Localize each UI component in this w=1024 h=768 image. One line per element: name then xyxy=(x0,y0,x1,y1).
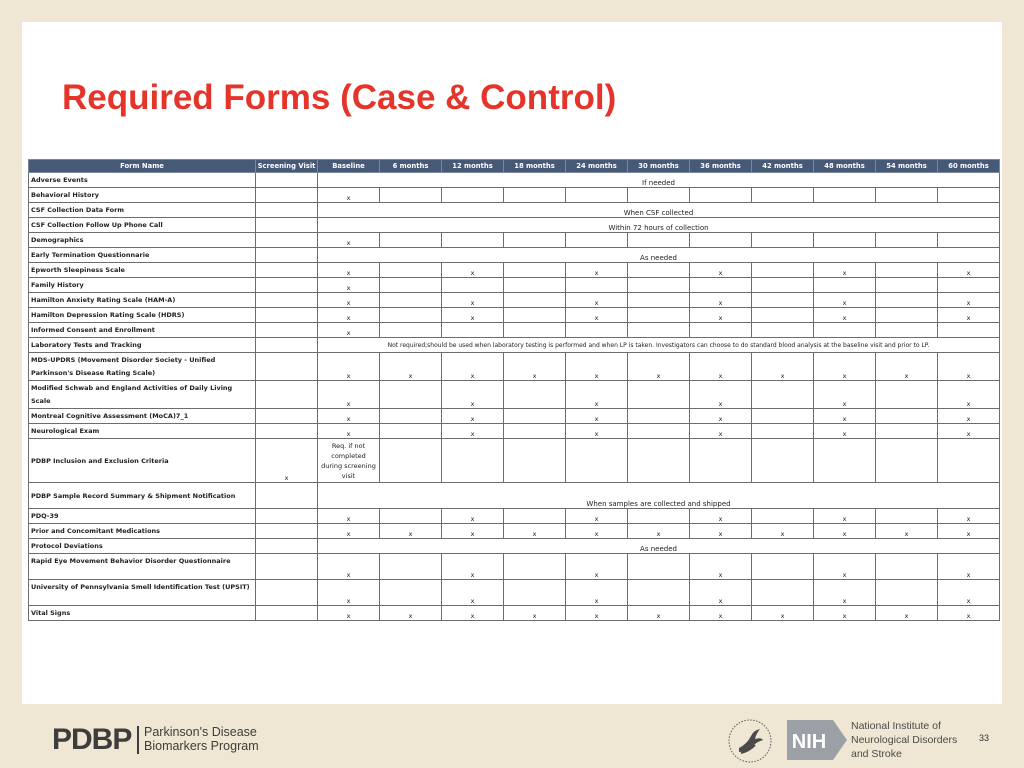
schedule-cell: x xyxy=(814,524,876,539)
schedule-cell xyxy=(256,424,318,439)
schedule-cell xyxy=(938,323,1000,338)
table-row xyxy=(29,539,1000,554)
table-row xyxy=(29,409,1000,424)
schedule-cell xyxy=(380,409,442,424)
schedule-cell xyxy=(876,554,938,580)
form-name-cell: PDBP Inclusion and Exclusion Criteria xyxy=(29,439,256,483)
form-name-cell: Adverse Events xyxy=(29,173,256,188)
schedule-cell xyxy=(628,509,690,524)
schedule-cell xyxy=(380,188,442,203)
schedule-cell: x xyxy=(504,606,566,621)
schedule-cell xyxy=(504,509,566,524)
form-name-cell: Vital Signs xyxy=(29,606,256,621)
schedule-note-cell: When samples are collected and shipped xyxy=(318,483,1000,509)
schedule-cell: x xyxy=(442,263,504,278)
schedule-cell: x xyxy=(752,353,814,381)
schedule-cell: x xyxy=(938,293,1000,308)
schedule-cell xyxy=(752,509,814,524)
schedule-cell: x xyxy=(442,381,504,409)
schedule-note-cell: Within 72 hours of collection xyxy=(318,218,1000,233)
form-name-cell: PDBP Sample Record Summary & Shipment Notification xyxy=(29,483,256,509)
form-name-cell: Neurological Exam xyxy=(29,424,256,439)
schedule-cell xyxy=(380,323,442,338)
schedule-cell xyxy=(628,439,690,483)
schedule-cell xyxy=(876,293,938,308)
schedule-cell: x xyxy=(442,424,504,439)
form-name-cell: Hamilton Anxiety Rating Scale (HAM-A) xyxy=(29,293,256,308)
page-number: 33 xyxy=(979,733,990,743)
schedule-cell: x xyxy=(938,524,1000,539)
schedule-cell: x xyxy=(938,308,1000,323)
schedule-cell: x xyxy=(938,509,1000,524)
schedule-cell xyxy=(752,424,814,439)
schedule-cell: x xyxy=(690,554,752,580)
form-name-cell: CSF Collection Follow Up Phone Call xyxy=(29,218,256,233)
schedule-cell xyxy=(566,278,628,293)
schedule-cell xyxy=(690,233,752,248)
schedule-cell xyxy=(752,308,814,323)
table-row xyxy=(29,353,1000,381)
screening-cell xyxy=(256,173,318,188)
schedule-cell: x xyxy=(690,263,752,278)
schedule-cell: x xyxy=(318,509,380,524)
pdbp-line-2: Biomarkers Program xyxy=(144,739,259,753)
schedule-cell: x xyxy=(690,509,752,524)
table-row xyxy=(29,293,1000,308)
schedule-cell xyxy=(752,409,814,424)
form-name-cell: MDS-UPDRS (Movement Disorder Society - Unified Parkinson's Disease Rating Scale) xyxy=(29,353,256,381)
schedule-cell xyxy=(752,381,814,409)
schedule-cell xyxy=(256,188,318,203)
schedule-cell xyxy=(504,323,566,338)
schedule-cell: x xyxy=(318,424,380,439)
schedule-cell: x xyxy=(752,606,814,621)
table-header-row xyxy=(29,160,1000,173)
nih-logo-text: NIH xyxy=(791,731,827,753)
screening-cell xyxy=(256,248,318,263)
schedule-cell xyxy=(752,278,814,293)
schedule-cell xyxy=(566,323,628,338)
column-header: 12 months xyxy=(442,160,504,173)
schedule-cell xyxy=(752,580,814,606)
schedule-cell xyxy=(380,509,442,524)
schedule-cell: x xyxy=(566,293,628,308)
table-row xyxy=(29,218,1000,233)
schedule-cell xyxy=(628,381,690,409)
schedule-cell: x xyxy=(442,509,504,524)
schedule-cell xyxy=(256,409,318,424)
column-header: Screening Visit xyxy=(256,160,318,173)
table-row xyxy=(29,509,1000,524)
schedule-cell: x xyxy=(318,580,380,606)
schedule-cell: x xyxy=(814,293,876,308)
schedule-cell: x xyxy=(938,580,1000,606)
table-row xyxy=(29,233,1000,248)
ninds-line-1: National Institute of xyxy=(851,720,941,732)
schedule-cell: x xyxy=(442,606,504,621)
schedule-cell: x xyxy=(504,524,566,539)
form-name-cell: CSF Collection Data Form xyxy=(29,203,256,218)
schedule-cell: x xyxy=(566,263,628,278)
schedule-cell: x xyxy=(690,524,752,539)
form-name-cell: Informed Consent and Enrollment xyxy=(29,323,256,338)
schedule-cell xyxy=(814,278,876,293)
schedule-cell: x xyxy=(938,263,1000,278)
schedule-cell xyxy=(504,439,566,483)
schedule-cell: x xyxy=(380,353,442,381)
form-name-cell: University of Pennsylvania Smell Identification Test (UPSIT) xyxy=(29,580,256,606)
schedule-cell: x xyxy=(318,188,380,203)
schedule-cell xyxy=(504,308,566,323)
form-name-cell: Epworth Sleepiness Scale xyxy=(29,263,256,278)
schedule-cell xyxy=(628,293,690,308)
schedule-cell: x xyxy=(814,554,876,580)
schedule-cell xyxy=(938,278,1000,293)
schedule-cell: x xyxy=(566,509,628,524)
column-header: 60 months xyxy=(938,160,1000,173)
schedule-cell xyxy=(876,580,938,606)
pdbp-line-1: Parkinson's Disease xyxy=(144,725,257,739)
ninds-name xyxy=(851,719,957,761)
schedule-cell xyxy=(876,308,938,323)
schedule-cell: x xyxy=(938,409,1000,424)
form-name-cell: Modified Schwab and England Activities of Daily Living Scale xyxy=(29,381,256,409)
schedule-cell xyxy=(628,323,690,338)
schedule-cell xyxy=(380,293,442,308)
schedule-cell: x xyxy=(628,524,690,539)
schedule-cell: x xyxy=(938,424,1000,439)
table-row xyxy=(29,263,1000,278)
table-row xyxy=(29,606,1000,621)
schedule-cell xyxy=(628,278,690,293)
schedule-cell xyxy=(690,278,752,293)
schedule-note-cell: As needed xyxy=(318,248,1000,263)
schedule-cell: x xyxy=(318,409,380,424)
schedule-cell xyxy=(690,323,752,338)
schedule-cell xyxy=(504,381,566,409)
schedule-cell xyxy=(256,353,318,381)
schedule-cell xyxy=(504,263,566,278)
schedule-cell: x xyxy=(318,554,380,580)
schedule-cell xyxy=(628,554,690,580)
schedule-cell: x xyxy=(566,524,628,539)
schedule-cell: x xyxy=(318,278,380,293)
schedule-cell xyxy=(628,409,690,424)
table-body xyxy=(29,173,1000,621)
schedule-cell xyxy=(752,439,814,483)
table-row xyxy=(29,424,1000,439)
schedule-cell xyxy=(380,424,442,439)
form-name-cell: Rapid Eye Movement Behavior Disorder Questionnaire xyxy=(29,554,256,580)
schedule-cell xyxy=(752,323,814,338)
schedule-cell xyxy=(752,188,814,203)
schedule-cell: x xyxy=(566,409,628,424)
column-header: Baseline xyxy=(318,160,380,173)
screening-cell xyxy=(256,218,318,233)
schedule-cell: x xyxy=(938,554,1000,580)
schedule-cell: x xyxy=(566,381,628,409)
schedule-cell: x xyxy=(318,524,380,539)
schedule-cell xyxy=(876,424,938,439)
column-header: 48 months xyxy=(814,160,876,173)
schedule-cell xyxy=(256,606,318,621)
schedule-cell: x xyxy=(814,381,876,409)
schedule-cell xyxy=(752,233,814,248)
schedule-cell: x xyxy=(318,353,380,381)
screening-cell xyxy=(256,483,318,509)
schedule-cell xyxy=(752,293,814,308)
schedule-cell xyxy=(256,323,318,338)
schedule-cell xyxy=(380,554,442,580)
schedule-cell xyxy=(628,233,690,248)
hhs-seal-icon xyxy=(727,718,773,764)
schedule-cell: x xyxy=(442,580,504,606)
schedule-cell: x xyxy=(628,353,690,381)
form-name-cell: Behavioral History xyxy=(29,188,256,203)
schedule-cell: x xyxy=(690,424,752,439)
schedule-cell xyxy=(876,509,938,524)
schedule-note-cell: As needed xyxy=(318,539,1000,554)
table-row xyxy=(29,580,1000,606)
form-name-cell: Montreal Cognitive Assessment (MoCA)7_1 xyxy=(29,409,256,424)
schedule-cell: x xyxy=(318,308,380,323)
schedule-cell xyxy=(814,323,876,338)
form-name-cell: PDQ-39 xyxy=(29,509,256,524)
schedule-cell xyxy=(256,554,318,580)
schedule-cell: x xyxy=(690,381,752,409)
schedule-cell: x xyxy=(504,353,566,381)
schedule-cell xyxy=(628,308,690,323)
screening-cell xyxy=(256,203,318,218)
table-row xyxy=(29,203,1000,218)
schedule-cell: x xyxy=(690,293,752,308)
schedule-cell xyxy=(814,439,876,483)
schedule-cell: x xyxy=(442,554,504,580)
schedule-cell xyxy=(256,308,318,323)
table-row xyxy=(29,248,1000,263)
screening-cell xyxy=(256,539,318,554)
schedule-cell xyxy=(442,323,504,338)
column-header: Form Name xyxy=(29,160,256,173)
schedule-cell: x xyxy=(814,606,876,621)
schedule-cell: x xyxy=(814,308,876,323)
schedule-cell: x xyxy=(442,409,504,424)
schedule-cell xyxy=(628,188,690,203)
schedule-cell xyxy=(628,424,690,439)
form-name-cell: Hamilton Depression Rating Scale (HDRS) xyxy=(29,308,256,323)
schedule-cell: x xyxy=(566,606,628,621)
required-forms-table xyxy=(28,159,1000,621)
schedule-cell xyxy=(504,424,566,439)
table-row xyxy=(29,308,1000,323)
schedule-cell xyxy=(380,278,442,293)
column-header: 6 months xyxy=(380,160,442,173)
schedule-cell: x xyxy=(814,424,876,439)
schedule-cell xyxy=(566,233,628,248)
schedule-cell: x xyxy=(628,606,690,621)
schedule-cell xyxy=(876,233,938,248)
schedule-cell xyxy=(938,439,1000,483)
schedule-cell: x xyxy=(690,580,752,606)
schedule-cell: x xyxy=(938,606,1000,621)
schedule-cell xyxy=(504,293,566,308)
schedule-cell xyxy=(876,188,938,203)
schedule-cell xyxy=(504,278,566,293)
schedule-cell: x xyxy=(566,580,628,606)
schedule-cell: x xyxy=(690,353,752,381)
schedule-cell xyxy=(752,263,814,278)
schedule-cell xyxy=(380,233,442,248)
schedule-cell: x xyxy=(442,353,504,381)
schedule-cell: x xyxy=(690,606,752,621)
column-header: 36 months xyxy=(690,160,752,173)
schedule-cell: x xyxy=(380,606,442,621)
table-row xyxy=(29,483,1000,509)
schedule-cell xyxy=(256,293,318,308)
schedule-cell: x xyxy=(318,606,380,621)
schedule-cell xyxy=(504,409,566,424)
schedule-cell xyxy=(566,439,628,483)
schedule-cell xyxy=(256,524,318,539)
form-name-cell: Laboratory Tests and Tracking xyxy=(29,338,256,353)
schedule-cell xyxy=(442,233,504,248)
form-name-cell: Prior and Concomitant Medications xyxy=(29,524,256,539)
schedule-cell: x xyxy=(814,353,876,381)
schedule-cell: x xyxy=(566,424,628,439)
schedule-cell xyxy=(380,381,442,409)
schedule-note-cell: If needed xyxy=(318,173,1000,188)
column-header: 54 months xyxy=(876,160,938,173)
schedule-cell xyxy=(380,263,442,278)
schedule-cell: x xyxy=(876,353,938,381)
schedule-cell xyxy=(566,188,628,203)
form-name-cell: Protocol Deviations xyxy=(29,539,256,554)
table-row xyxy=(29,338,1000,353)
schedule-cell xyxy=(814,188,876,203)
logo-divider xyxy=(137,726,139,754)
schedule-cell xyxy=(442,188,504,203)
schedule-cell xyxy=(876,263,938,278)
schedule-cell: x xyxy=(814,409,876,424)
table-row xyxy=(29,439,1000,483)
schedule-cell xyxy=(380,580,442,606)
pdbp-program-name xyxy=(144,725,259,753)
schedule-cell: x xyxy=(876,524,938,539)
schedule-cell xyxy=(256,278,318,293)
column-header: 30 months xyxy=(628,160,690,173)
schedule-cell: x xyxy=(938,381,1000,409)
schedule-cell xyxy=(690,439,752,483)
form-name-cell: Family History xyxy=(29,278,256,293)
schedule-cell: x xyxy=(380,524,442,539)
table-row xyxy=(29,173,1000,188)
schedule-cell xyxy=(380,308,442,323)
schedule-cell: x xyxy=(442,308,504,323)
nih-logo-icon xyxy=(787,720,847,760)
schedule-cell xyxy=(876,439,938,483)
table-row xyxy=(29,554,1000,580)
schedule-cell: x xyxy=(318,263,380,278)
schedule-cell xyxy=(876,409,938,424)
schedule-cell: x xyxy=(752,524,814,539)
schedule-cell xyxy=(876,278,938,293)
ninds-line-2: Neurological Disorders xyxy=(851,734,958,746)
schedule-cell: x xyxy=(318,381,380,409)
table-row xyxy=(29,524,1000,539)
schedule-cell xyxy=(256,233,318,248)
schedule-cell xyxy=(504,580,566,606)
screening-cell xyxy=(256,338,318,353)
schedule-cell xyxy=(628,580,690,606)
column-header: 42 months xyxy=(752,160,814,173)
table-row xyxy=(29,188,1000,203)
schedule-cell: x xyxy=(318,323,380,338)
schedule-cell: x xyxy=(442,524,504,539)
schedule-cell: x xyxy=(690,409,752,424)
schedule-cell xyxy=(380,439,442,483)
schedule-cell xyxy=(814,233,876,248)
table-row xyxy=(29,381,1000,409)
schedule-note-cell: When CSF collected xyxy=(318,203,1000,218)
schedule-cell xyxy=(256,580,318,606)
schedule-cell: x xyxy=(876,606,938,621)
schedule-cell xyxy=(504,554,566,580)
form-name-cell: Early Termination Questionnarie xyxy=(29,248,256,263)
slide-title: Required Forms (Case & Control) xyxy=(62,78,617,117)
schedule-cell: x xyxy=(814,263,876,278)
column-header: 18 months xyxy=(504,160,566,173)
form-name-cell: Demographics xyxy=(29,233,256,248)
schedule-note-cell: Not required;should be used when laboratory testing is performed and when LP is taken. Investigators can choose to do standard blood analysis at the baseline visit and prior to LP. xyxy=(318,338,1000,353)
schedule-cell xyxy=(256,263,318,278)
schedule-cell xyxy=(442,278,504,293)
schedule-cell xyxy=(442,439,504,483)
schedule-cell: x xyxy=(442,293,504,308)
schedule-cell xyxy=(256,509,318,524)
schedule-cell xyxy=(876,381,938,409)
schedule-cell xyxy=(752,554,814,580)
schedule-cell: x xyxy=(690,308,752,323)
schedule-cell: Req. if not completed during screening visit xyxy=(318,439,380,483)
schedule-cell: x xyxy=(566,353,628,381)
schedule-cell: x xyxy=(256,439,318,483)
schedule-cell: x xyxy=(814,509,876,524)
schedule-cell: x xyxy=(814,580,876,606)
table-row xyxy=(29,278,1000,293)
schedule-cell: x xyxy=(318,293,380,308)
schedule-cell xyxy=(256,381,318,409)
column-header: 24 months xyxy=(566,160,628,173)
schedule-cell xyxy=(504,188,566,203)
schedule-cell xyxy=(876,323,938,338)
schedule-cell: x xyxy=(566,308,628,323)
schedule-cell xyxy=(690,188,752,203)
table-row xyxy=(29,323,1000,338)
schedule-cell: x xyxy=(318,233,380,248)
schedule-cell xyxy=(504,233,566,248)
schedule-cell xyxy=(628,263,690,278)
ninds-line-3: and Stroke xyxy=(851,748,902,760)
schedule-cell: x xyxy=(938,353,1000,381)
schedule-cell xyxy=(938,233,1000,248)
schedule-cell xyxy=(938,188,1000,203)
schedule-cell: x xyxy=(566,554,628,580)
pdbp-logo: PDBP xyxy=(52,723,132,756)
